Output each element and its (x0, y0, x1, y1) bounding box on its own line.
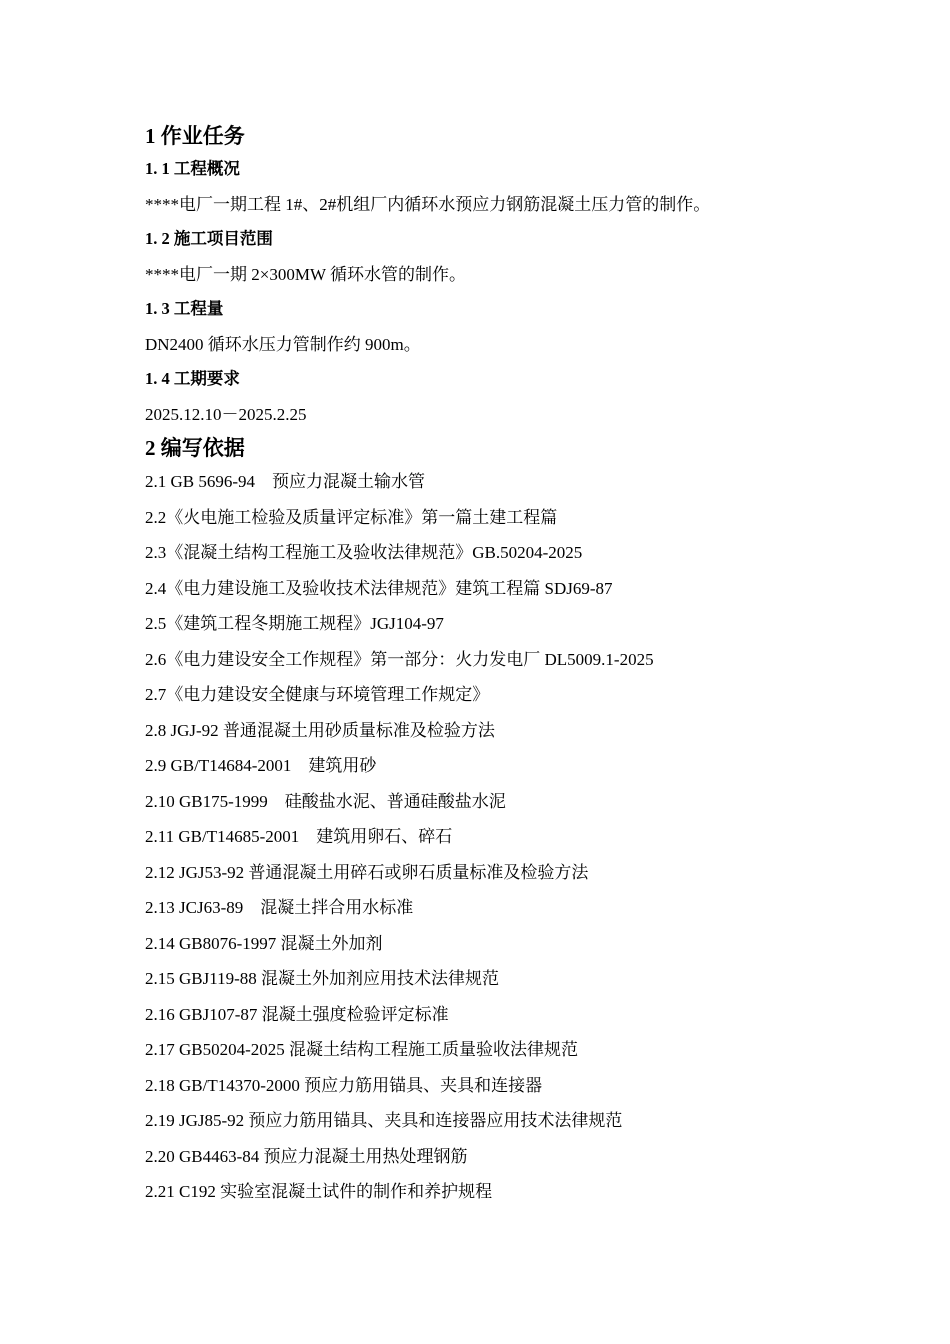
subsection-1-2-heading: 1. 2 施工项目范围 (145, 229, 273, 248)
list-item: 2.10 GB175-1999 硅酸盐水泥、普通硅酸盐水泥 (145, 791, 506, 811)
document-page (145, 120, 865, 1210)
list-item: 2.8 JGJ-92 普通混凝土用砂质量标准及检验方法 (145, 720, 495, 740)
list-item: 2.7《电力建设安全健康与环境管理工作规定》 (145, 685, 490, 704)
list-item: 2.16 GBJ107-87 混凝土强度检验评定标准 (145, 1004, 449, 1024)
list-item: 2.17 GB50204-2025 混凝土结构工程施工质量验收法律规范 (145, 1040, 579, 1059)
list-item: 2.2《火电施工检验及质量评定标准》第一篇土建工程篇 (145, 507, 558, 527)
subsection-1-1-heading: 1. 1 工程概况 (145, 159, 240, 178)
list-item: 2.19 JGJ85-92 预应力筋用锚具、夹具和连接器应用技术法律规范 (145, 1111, 623, 1130)
list-item: 2.15 GBJ119-88 混凝土外加剂应用技术法律规范 (145, 969, 500, 988)
list-item: 2.20 GB4463-84 预应力混凝土用热处理钢筋 (145, 1146, 468, 1166)
subsection-1-3-text: DN2400 循环水压力管制作约 900m。 (145, 334, 421, 354)
subsection-1-4-heading: 1. 4 工期要求 (145, 369, 240, 388)
subsection-1-3-heading: 1. 3 工程量 (145, 299, 224, 318)
list-item: 2.14 GB8076-1997 混凝土外加剂 (145, 933, 383, 953)
subsection-1-1-text: ****电厂一期工程 1#、2#机组厂内循环水预应力钢筋混凝土压力管的制作。 (145, 194, 711, 214)
list-item: 2.13 JCJ63-89 混凝土拌合用水标准 (145, 898, 414, 917)
section-2-title: 2 编写依据 (145, 436, 245, 460)
list-item: 2.5《建筑工程冬期施工规程》JGJ104-97 (145, 614, 444, 633)
section-1-title: 1 作业任务 (145, 124, 245, 148)
list-item: 2.4《电力建设施工及验收技术法律规范》建筑工程篇 SDJ69-87 (145, 578, 613, 598)
list-item: 2.1 GB 5696-94 预应力混凝土输水管 (145, 472, 426, 491)
list-item: 2.21 C192 实验室混凝土试件的制作和养护规程 (145, 1182, 493, 1201)
list-item: 2.9 GB/T14684-2001 建筑用砂 (145, 756, 377, 775)
subsection-1-4-text: 2025.12.10－2025.2.25 (145, 404, 307, 424)
list-item: 2.18 GB/T14370-2000 预应力筋用锚具、夹具和连接器 (145, 1075, 543, 1095)
list-item: 2.11 GB/T14685-2001 建筑用卵石、碎石 (145, 827, 453, 846)
list-item: 2.12 JGJ53-92 普通混凝土用碎石或卵石质量标准及检验方法 (145, 862, 589, 882)
reference-list (145, 464, 865, 1210)
list-item: 2.6《电力建设安全工作规程》第一部分：火力发电厂 DL5009.1-2025 (145, 649, 654, 669)
subsection-1-2-text: ****电厂一期 2×300MW 循环水管的制作。 (145, 264, 466, 284)
list-item: 2.3《混凝土结构工程施工及验收法律规范》GB.50204-2025 (145, 543, 583, 562)
